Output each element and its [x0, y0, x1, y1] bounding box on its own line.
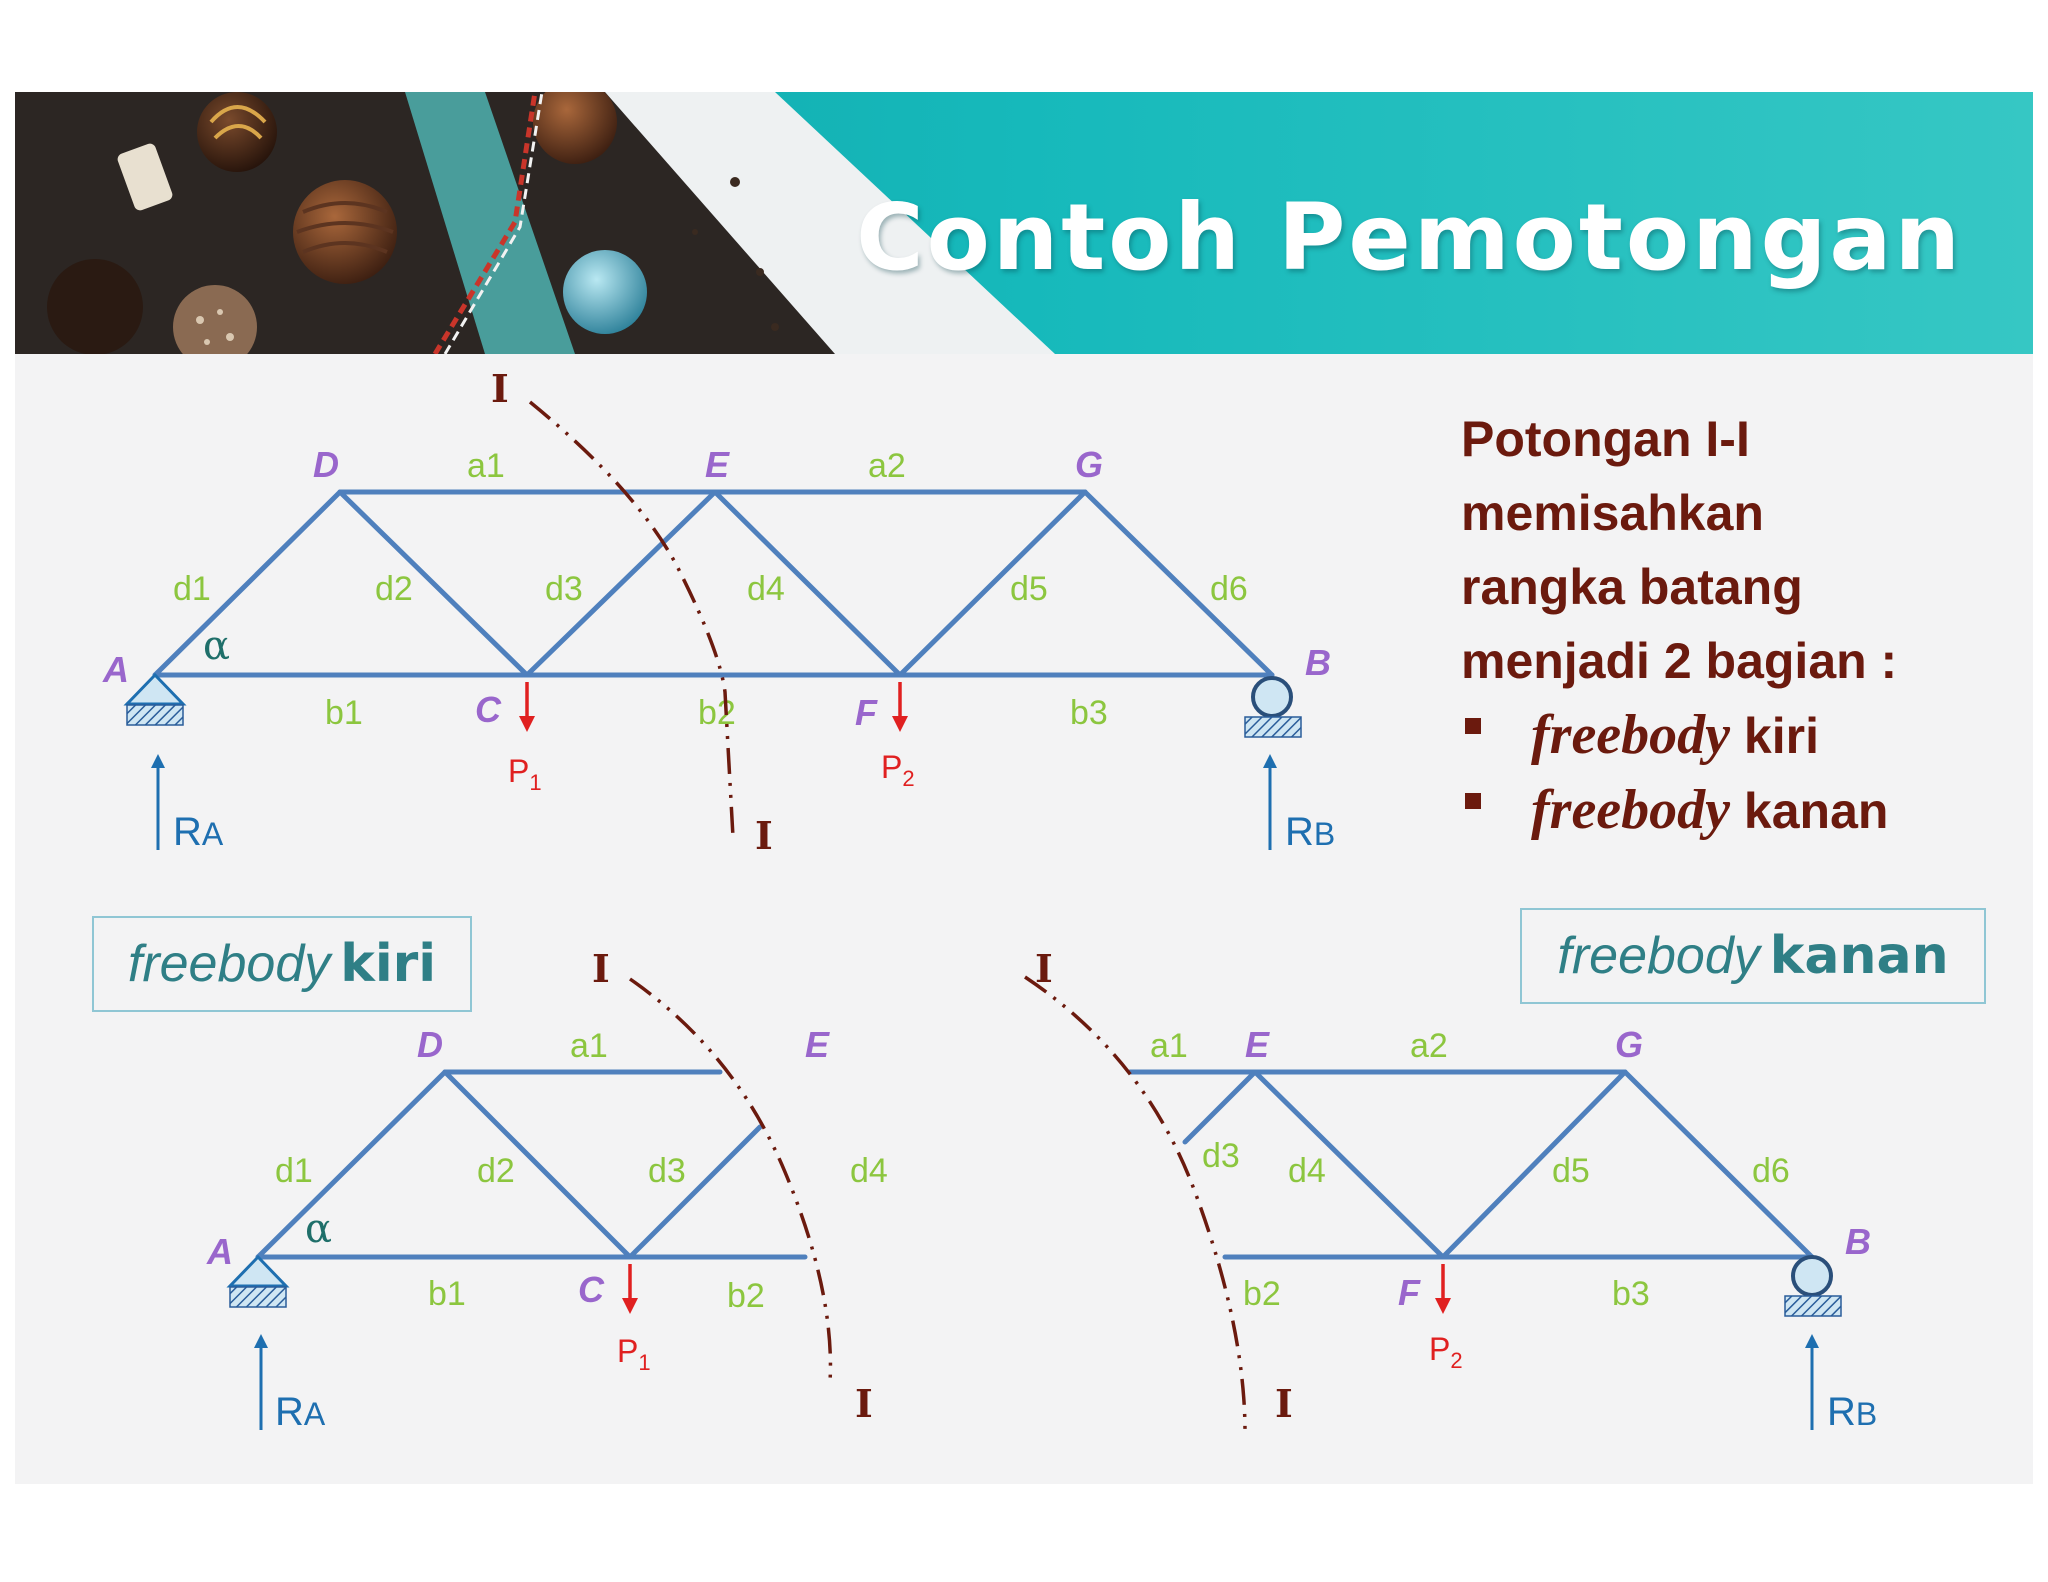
node-label-a: A — [103, 649, 129, 690]
node-label-b: B — [1305, 642, 1331, 683]
member-label-d4: d4 — [747, 570, 785, 608]
member-label-b1: b1 — [428, 1275, 466, 1313]
member-label-d5: d5 — [1010, 570, 1048, 608]
freebody-right-label: freebody kanan — [1520, 908, 1986, 1004]
reaction-label-ra: RA — [173, 810, 224, 854]
node-label-f: F — [1398, 1272, 1420, 1313]
cut-label: I — [1275, 1381, 1293, 1426]
bullet-item: freebody kiri — [1461, 698, 2021, 773]
member-label-a1: a1 — [467, 447, 505, 485]
explanation-line: memisahkan — [1461, 485, 1764, 541]
node-label-e: E — [705, 444, 730, 485]
member-d5 — [900, 492, 1085, 675]
reaction-label-rb: RB — [1285, 810, 1336, 854]
node-label-g: G — [1075, 444, 1104, 485]
explanation-line: menjadi 2 bagian : — [1461, 633, 1898, 689]
ground-hatch — [1785, 1296, 1841, 1316]
reaction-label-rb: RB — [1827, 1390, 1878, 1434]
ground-hatch — [230, 1287, 286, 1307]
member-d2 — [445, 1072, 630, 1257]
section-cut-line — [530, 402, 733, 837]
member-label-d4: d4 — [1288, 1152, 1326, 1190]
bullet-item: freebody kanan — [1461, 773, 2021, 848]
member-label-a1: a1 — [570, 1027, 608, 1065]
node-label-a: A — [207, 1231, 233, 1272]
member-d2 — [340, 492, 527, 675]
member-label-d2: d2 — [477, 1152, 515, 1190]
member-d5 — [1443, 1072, 1625, 1257]
pin-support-icon — [127, 675, 183, 704]
member-label-b2: b2 — [727, 1277, 765, 1315]
square-bullet-icon — [1465, 718, 1481, 734]
ground-hatch — [1245, 717, 1301, 737]
freebody-left-label: freebody kiri — [92, 916, 472, 1012]
member-label-a2: a2 — [868, 447, 906, 485]
member-label-d6: d6 — [1210, 570, 1248, 608]
node-label-e: E — [1245, 1024, 1270, 1065]
square-bullet-icon — [1465, 793, 1481, 809]
member-label-a1: a1 — [1150, 1027, 1188, 1065]
cut-label: I — [855, 1381, 873, 1426]
member-label-d2: d2 — [375, 570, 413, 608]
member-label-b2: b2 — [698, 694, 736, 732]
load-label-p2: $P_2$ — [881, 749, 915, 791]
member-label-b2: b2 — [1243, 1275, 1281, 1313]
node-label-c: C — [578, 1269, 604, 1310]
node-label-g: G — [1615, 1024, 1644, 1065]
node-label-b: B — [1845, 1221, 1871, 1262]
load-label-p2: $P_2$ — [1429, 1331, 1463, 1373]
explanation-text — [1461, 402, 2021, 848]
member-d3 — [1185, 1072, 1255, 1142]
cut-label: I — [1035, 946, 1053, 991]
node-label-f: F — [855, 692, 877, 733]
member-label-d6: d6 — [1752, 1152, 1790, 1190]
load-label-p1: $P_1$ — [508, 753, 542, 795]
member-label-d3: d3 — [648, 1152, 686, 1190]
node-label-c: C — [475, 689, 501, 730]
member-label-d5: d5 — [1552, 1152, 1590, 1190]
member-label-d1: d1 — [173, 570, 211, 608]
member-label-d3: d3 — [1202, 1137, 1240, 1175]
member-d3 — [630, 1127, 760, 1257]
member-d4 — [715, 492, 900, 675]
cut-label: I — [755, 813, 773, 858]
member-label-d1: d1 — [275, 1152, 313, 1190]
cut-label: I — [491, 366, 509, 411]
cut-label: I — [592, 946, 610, 991]
member-label-b1: b1 — [325, 694, 363, 732]
member-label-b3: b3 — [1070, 694, 1108, 732]
node-label-e: E — [805, 1024, 830, 1065]
member-label-d4: d4 — [850, 1152, 888, 1190]
explanation-line: rangka batang — [1461, 559, 1803, 615]
member-label-b3: b3 — [1612, 1275, 1650, 1313]
reaction-label-ra: RA — [275, 1390, 326, 1434]
roller-support-icon — [1793, 1257, 1831, 1295]
pin-support-icon — [230, 1257, 286, 1286]
node-label-d: D — [313, 444, 339, 485]
load-label-p1: $P_1$ — [617, 1333, 651, 1375]
section-cut-line — [1025, 977, 1245, 1432]
freebody-left-diagram — [206, 946, 888, 1434]
slide-title: Contoh Pemotongan — [856, 184, 1963, 291]
member-d4 — [1255, 1072, 1443, 1257]
roller-support-icon — [1253, 678, 1291, 716]
node-label-d: D — [417, 1024, 443, 1065]
ground-hatch — [127, 705, 183, 725]
member-label-d3: d3 — [545, 570, 583, 608]
freebody-right-diagram — [1025, 946, 1877, 1434]
angle-alpha: α — [203, 623, 231, 669]
member-label-a2: a2 — [1410, 1027, 1448, 1065]
full-truss — [102, 366, 1335, 858]
angle-alpha: α — [305, 1206, 333, 1252]
slide — [15, 92, 2033, 1484]
explanation-line: Potongan I-I — [1461, 411, 1750, 467]
bullet-list — [1461, 698, 2021, 848]
